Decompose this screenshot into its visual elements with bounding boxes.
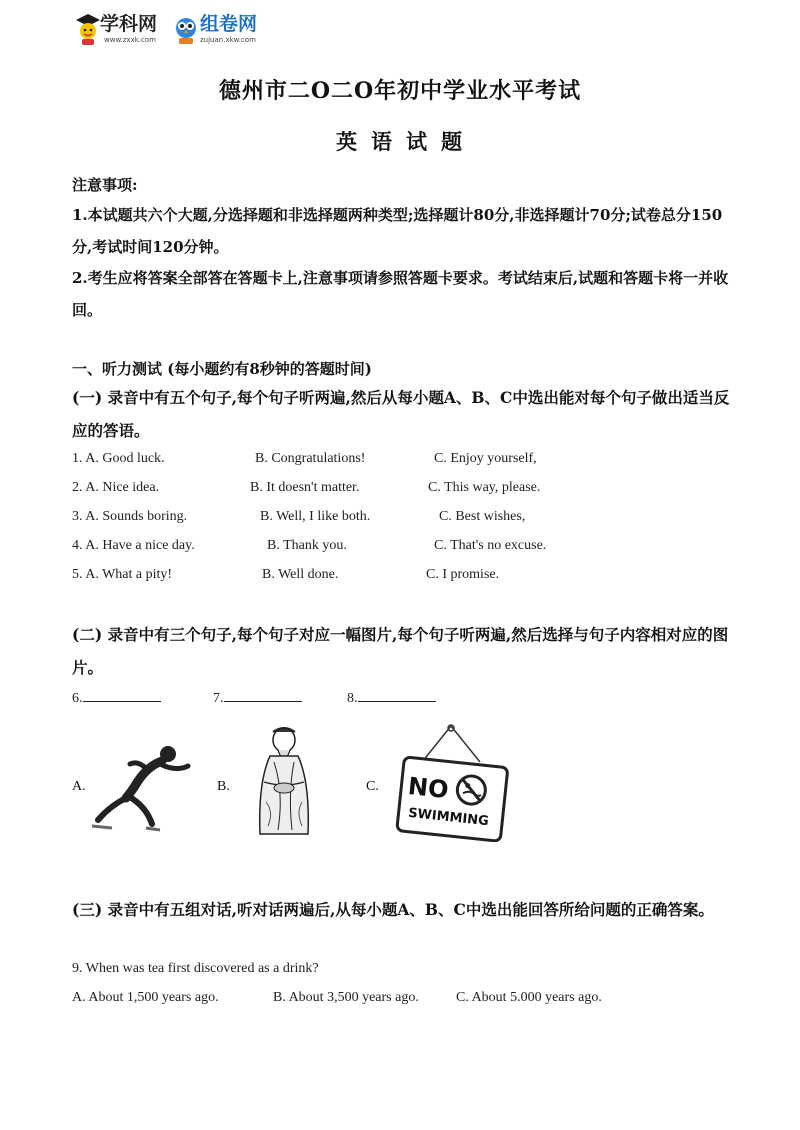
question-1 (72, 451, 165, 467)
option-b: B. Thank you. (267, 538, 347, 553)
part1-heading: 一、听力测试 (每小题约有8秒钟的答题时间) (72, 360, 372, 378)
option-a: A. Have a nice day. (85, 538, 195, 553)
logo2-name: 组卷网 (200, 13, 258, 35)
option-c: C. I promise. (426, 567, 500, 582)
picture-c-label: C. (366, 779, 379, 794)
option-a: A. Good luck. (85, 451, 165, 466)
owl-mascot-icon (174, 12, 198, 46)
runner-icon (88, 736, 198, 836)
question-number: 2. (72, 480, 83, 495)
question-number: 5. (72, 567, 83, 582)
option-b: B. Well, I like both. (260, 509, 371, 524)
logo1-url: www.zxxk.com (104, 36, 156, 44)
q9-option-a: A. About 1,500 years ago. (72, 990, 219, 1005)
answer-blank-6 (72, 689, 161, 707)
logo2-url: zujuan.xkw.com (200, 36, 256, 44)
notice-item-2: 2.考生应将答案全部答在答题卡上,注意事项请参照答题卡要求。考试结束后,试题和答题卡将一并收回。 (72, 269, 729, 319)
sign-swimming-text: SWIMMING (407, 805, 490, 830)
graduate-mascot-icon (74, 12, 102, 46)
question-number: 4. (72, 538, 83, 553)
option-c: C. Best wishes, (439, 509, 526, 524)
question-3 (72, 509, 187, 525)
section2-instructions: (二) 录音中有三个句子,每个句子对应一幅图片,每个句子听两遍,然后选择与句子内容相对应的图片。 (72, 625, 729, 677)
option-c: C. Enjoy yourself, (434, 451, 537, 466)
xuekewang-logo (74, 12, 166, 46)
q9-option-b: B. About 3,500 years ago. (273, 990, 419, 1005)
question-number: 1. (72, 451, 83, 466)
notice-item-1: 1.本试题共六个大题,分选择题和非选择题两种类型;选择题计80分,非选择题计70分;试卷总分150分,考试时间120分钟。 (72, 206, 723, 256)
blank-line (358, 689, 436, 702)
question-9: 9. When was tea first discovered as a drink? (72, 961, 319, 976)
notice-heading: 注意事项: (72, 176, 138, 194)
option-c: C. This way, please. (428, 480, 541, 495)
q9-option-c: C. About 5.000 years ago. (456, 990, 602, 1005)
blank-line (224, 689, 302, 702)
question-2 (72, 480, 159, 496)
picture-a-label: A. (72, 779, 86, 794)
option-b: B. Congratulations! (255, 451, 366, 466)
option-a: A. Sounds boring. (85, 509, 188, 524)
confucius-icon (244, 722, 324, 838)
zujuanwang-logo (174, 12, 270, 46)
section1-instructions: (一) 录音中有五个句子,每个句子听两遍,然后从每小题A、B、C中选出能对每个句子做出适当反应的答语。 (72, 388, 730, 440)
option-c: C. That's no excuse. (434, 538, 547, 553)
sign-no-text: NO (406, 771, 450, 805)
picture-b-label: B. (217, 779, 230, 794)
blank-number: 6. (72, 691, 83, 706)
option-a: A. What a pity! (85, 567, 173, 582)
option-a: A. Nice idea. (85, 480, 160, 495)
exam-title: 德州市二O二O年初中学业水平考试 (218, 78, 582, 104)
exam-subtitle: 英语试题 (336, 129, 476, 154)
answer-blank-7 (213, 689, 302, 707)
blank-number: 8. (347, 691, 358, 706)
section3-instructions: (三) 录音中有五组对话,听对话两遍后,从每小题A、B、C中选出能回答所给问题的正确答案。 (72, 900, 714, 919)
answer-blank-8 (347, 689, 436, 707)
no-swimming-sign-icon (392, 722, 510, 842)
question-number: 3. (72, 509, 83, 524)
option-b: B. Well done. (262, 567, 339, 582)
blank-line (83, 689, 161, 702)
blank-number: 7. (213, 691, 224, 706)
question-5 (72, 567, 172, 583)
question-4 (72, 538, 195, 554)
option-b: B. It doesn't matter. (250, 480, 360, 495)
logo1-name: 学科网 (100, 13, 158, 35)
